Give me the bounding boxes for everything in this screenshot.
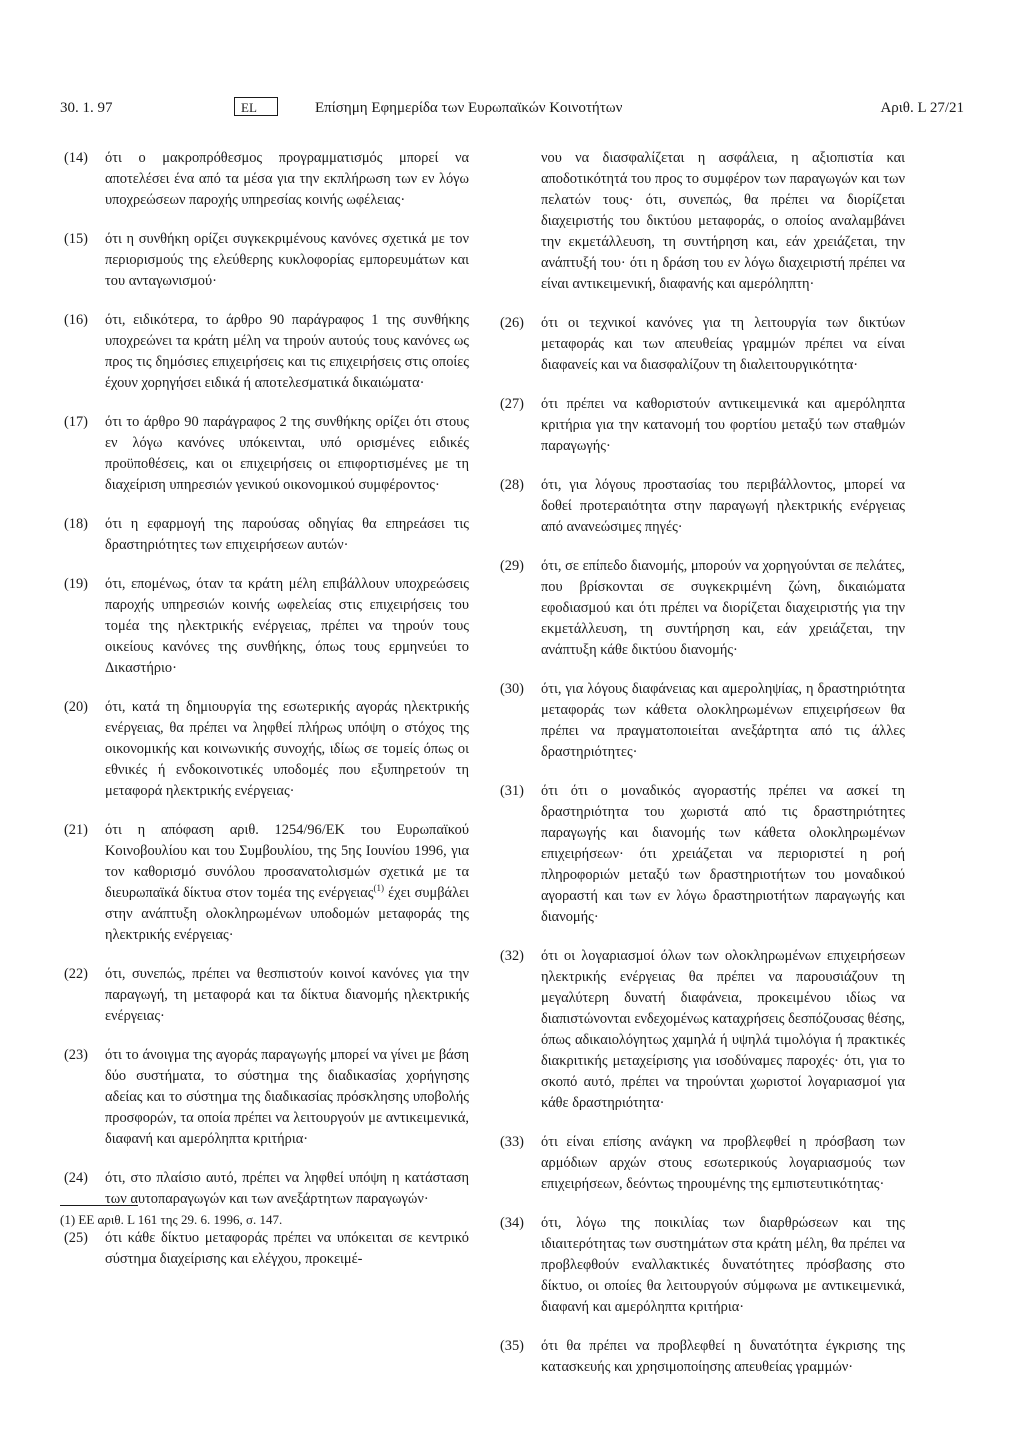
recital-text: ότι, ειδικότερα, το άρθρο 90 παράγραφος 1 της συνθήκης υποχρεώνει τα κράτη μέλη να τηρούν αυτούς τους κανόνες ως προς τις δημόσιες επιχειρήσεις και τις επιχειρήσεις στις οποίες έχουν χορηγήσει ειδικά ή αποτελεσματικά δικαιώματα· [105,312,469,391]
recital-text-continued: έχει συμβάλει στην ανάπτυξη ολοκληρωμένων υποδομών μεταφοράς της ηλεκτρικής ενέργειας· [105,885,469,943]
footnote-reference[interactable]: (1) [373,883,384,894]
recital-29 [500,556,905,661]
recital-number: (21) [64,822,88,838]
recital-text: ότι ότι ο μοναδικός αγοραστής πρέπει να ασκεί τη δραστηριότητα του χωριστά από τις δραστηριότητες παραγωγής και διανομής των κάθετα ολοκληρωμένων επιχειρήσεων· ότι χρειάζεται να περιοριστεί η ροή πληροφοριών μεταξύ των δραστηριοτήτων του μοναδικού αγοραστή και των εν λόγω δραστηριοτήτων παραγωγής και διανομής· [541,783,905,925]
recital-number: (16) [64,312,88,328]
recital-number: (24) [64,1170,88,1186]
recital-number: (18) [64,516,88,532]
left-column [64,148,469,1270]
recital-text: ότι είναι επίσης ανάγκη να προβλεφθεί η πρόσβαση των αρμόδιων αρχών στους εσωτερικούς λογαριασμούς των επιχειρήσεων, δεόντως τηρουμένης της εμπιστευτικότητας· [541,1134,905,1192]
recital-text: ότι, σε επίπεδο διανομής, μπορούν να χορηγούνται σε πελάτες, που βρίσκονται σε συγκεκριμένη ζώνη, δικαιώματα εφοδιασμού και ότι πρέπει να διορίζεται διαχειριστής για την εκμετάλλευση, τη συντήρηση και, εάν χρειάζεται, την ανάπτυξη κάθε δικτύου διανομής· [541,558,905,658]
recital-number: (33) [500,1134,524,1150]
recital-27 [500,394,905,457]
recital-20 [64,697,469,802]
recital-text: ότι οι λογαριασμοί όλων των ολοκληρωμένων επιχειρήσεων ηλεκτρικής ενέργειας θα πρέπει να παρουσιάζουν τη μεγαλύτερη δυνατή διαφάνεια, προκειμένου ιδίως να διαπιστώνονται ενδεχομένως καταχρήσεις δεσπόζουσας θέσης, όπως αδικαιολόγητως χαμηλά ή υψηλά τιμολόγια ή πρακτικές διακριτικής μεταχείρισης για ισοδύναμες παροχές· ότι, για το σκοπό αυτό, πρέπει να τηρούνται χωριστοί λογαριασμοί για κάθε δραστηριότητα· [541,948,905,1111]
recital-24 [64,1168,469,1210]
recital-number: (15) [64,231,88,247]
recital-text: ότι η εφαρμογή της παρούσας οδηγίας θα επηρεάσει τις δραστηριότητες των επιχειρήσεων αυτών· [105,516,469,553]
issue-date: 30. 1. 97 [60,100,113,116]
recital-number: (32) [500,948,524,964]
page-header [60,100,964,126]
footnote-text: ΕΕ αριθ. L 161 της 29. 6. 1996, σ. 147. [75,1212,283,1227]
language-badge: EL [234,97,278,116]
recital-14 [64,148,469,211]
recital-number: (28) [500,477,524,493]
recital-30 [500,679,905,763]
recital-text: ότι το άνοιγμα της αγοράς παραγωγής μπορεί να γίνει με βάση δύο συστήματα, το σύστημα της διαδικασίας χορήγησης αδείας και το σύστημα της διαδικασίας πρόσκλησης υποβολής προσφορών, τα οποία πρέπει να λειτουργούν με αντικειμενικά, διαφανή και αμερόληπτα κριτήρια· [105,1047,469,1147]
recital-number: (26) [500,315,524,331]
recital-text: ότι, επομένως, όταν τα κράτη μέλη επιβάλλουν υποχρεώσεις παροχής υπηρεσιών κοινής ωφελείας στις επιχειρήσεις του τομέα της ηλεκτρικής ενέργειας, πρέπει να τηρούν τους οικείους κανόνες της συνθήκης, όπως τους ερμηνεύει το Δικαστήριο· [105,576,469,676]
recital-number: (20) [64,699,88,715]
page-number: Αριθ. L 27/21 [880,100,964,116]
recital-text: ότι, λόγω της ποικιλίας των διαρθρώσεων και της ιδιαιτερότητας των συστημάτων στα κράτη μέλη, θα πρέπει να προβλεφθούν εναλλακτικές δυνατότητες πρόσβασης στο δίκτυο, οι οποίες θα λειτουργούν σύμφωνα με αντικειμενικά, διαφανή και αμερόληπτα κριτήρια· [541,1215,905,1315]
recital-number: (34) [500,1215,524,1231]
recital-text: ότι, για λόγους προστασίας του περιβάλλοντος, μπορεί να δοθεί προτεραιότητα στην παραγωγή ηλεκτρικής ενέργειας από ανανεώσιμες πηγές· [541,477,905,535]
recital-22 [64,964,469,1027]
recital-number: (23) [64,1047,88,1063]
recital-33 [500,1132,905,1195]
recital-number: (22) [64,966,88,982]
footnote-divider [60,1205,138,1206]
recital-text: ότι πρέπει να καθοριστούν αντικειμενικά και αμερόληπτα κριτήρια για την κατανομή του φορτίου μεταξύ των σταθμών παραγωγής· [541,396,905,454]
right-column [500,148,905,1378]
recital-26 [500,313,905,376]
recital-17 [64,412,469,496]
recital-number: (30) [500,681,524,697]
recital-number: (29) [500,558,524,574]
recital-number: (31) [500,783,524,799]
recital-number: (25) [64,1230,88,1246]
recital-text: ότι θα πρέπει να προβλεφθεί η δυνατότητα έγκρισης της κατασκευής και χρησιμοποίησης απευθείας γραμμών· [541,1338,905,1375]
recital-text: ότι το άρθρο 90 παράγραφος 2 της συνθήκης ορίζει ότι στους εν λόγω κανόνες υπόκεινται, υπό ορισμένες ειδικές προϋποθέσεις, και οι επιχειρήσεις οι επιφορτισμένες με τη διαχείριση υπηρεσιών γενικού οικονομικού συμφέροντος· [105,414,469,493]
recital-text: ότι κάθε δίκτυο μεταφοράς πρέπει να υπόκειται σε κεντρικό σύστημα διαχείρισης και ελέγχου, προκειμέ- [105,1230,469,1267]
footnote-marker: (1) [60,1212,76,1227]
recital-31 [500,781,905,928]
recital-35 [500,1336,905,1378]
recital-19 [64,574,469,679]
recital-text: ότι ο μακροπρόθεσμος προγραμματισμός μπορεί να αποτελέσει ένα από τα μέσα για την εκπλήρωση των εν λόγω υποχρεώσεων παροχής υπηρεσίας κοινής ωφέλειας· [105,150,469,208]
recital-text: ότι, κατά τη δημιουργία της εσωτερικής αγοράς ηλεκτρικής ενέργειας, θα πρέπει να ληφθεί πλήρως υπόψη ο στόχος της οικονομικής και κοινωνικής συνοχής, ιδίως σε τομείς όπως οι εθνικές ή ενδοκοινοτικές υποδομές που εξυπηρετούν τη μεταφορά ηλεκτρικής ενέργειας· [105,699,469,799]
recital-text: ότι, στο πλαίσιο αυτό, πρέπει να ληφθεί υπόψη η κατάσταση των αυτοπαραγωγών και των ανεξάρτητων παραγωγών· [105,1170,469,1207]
recital-21 [64,820,469,946]
recital-28 [500,475,905,538]
recital-16 [64,310,469,394]
recital-text: ότι η συνθήκη ορίζει συγκεκριμένους κανόνες σχετικά με τον περιορισμούς της ελεύθερης κυκλοφορίας εμπορευμάτων και του ανταγωνισμού· [105,231,469,289]
footnote [60,1205,465,1228]
recital-text: ότι οι τεχνικοί κανόνες για τη λειτουργία των δικτύων μεταφοράς και των απευθείας γραμμών πρέπει να είναι διαφανείς και να διασφαλίζουν τη διαλειτουργικότητα· [541,315,905,373]
recital-34 [500,1213,905,1318]
recital-number: (19) [64,576,88,592]
recital-23 [64,1045,469,1150]
recital-25 [64,1228,469,1270]
recital-text: ότι η απόφαση αριθ. 1254/96/ΕΚ του Ευρωπαϊκού Κοινοβουλίου και του Συμβουλίου, της 5ης Ιουνίου 1996, για τον καθορισμό συνόλου προσανατολισμών σχετικά με τα διευρωπαϊκά δίκτυα στον τομέα της ενέργειας [105,822,469,901]
recital-15 [64,229,469,292]
recital-25-continuation: νου να διασφαλίζεται η ασφάλεια, η αξιοπιστία και αποδοτικότητά του προς το συμφέρον των παραγωγών και των πελατών τους· ότι, συνεπώς, θα πρέπει να διορίζεται διαχειριστής του δικτύου μεταφοράς, ο οποίος αναλαμβάνει την εκμετάλλευση, τη συντήρηση και, εάν χρειάζεται, την ανάπτυξή του· ότι η δράση του εν λόγω διαχειριστή πρέπει να είναι αντικειμενική, διαφανής και αμερόληπτη· [541,150,905,292]
recital-number: (35) [500,1338,524,1354]
recital-number: (17) [64,414,88,430]
recital-32 [500,946,905,1114]
recital-number: (14) [64,150,88,166]
recital-text: ότι, για λόγους διαφάνειας και αμεροληψίας, η δραστηριότητα μεταφοράς των κάθετα ολοκληρωμένων επιχειρήσεων θα πρέπει να πραγματοποιείται ανεξάρτητα από τις άλλες δραστηριότητες· [541,681,905,760]
recital-text: ότι, συνεπώς, πρέπει να θεσπιστούν κοινοί κανόνες για την παραγωγή, τη μεταφορά και τα δίκτυα διανομής ηλεκτρικής ενέργειας· [105,966,469,1024]
recital-number: (27) [500,396,524,412]
recital-18 [64,514,469,556]
journal-title: Επίσημη Εφημερίδα των Ευρωπαϊκών Κοινοτήτων [315,100,623,116]
